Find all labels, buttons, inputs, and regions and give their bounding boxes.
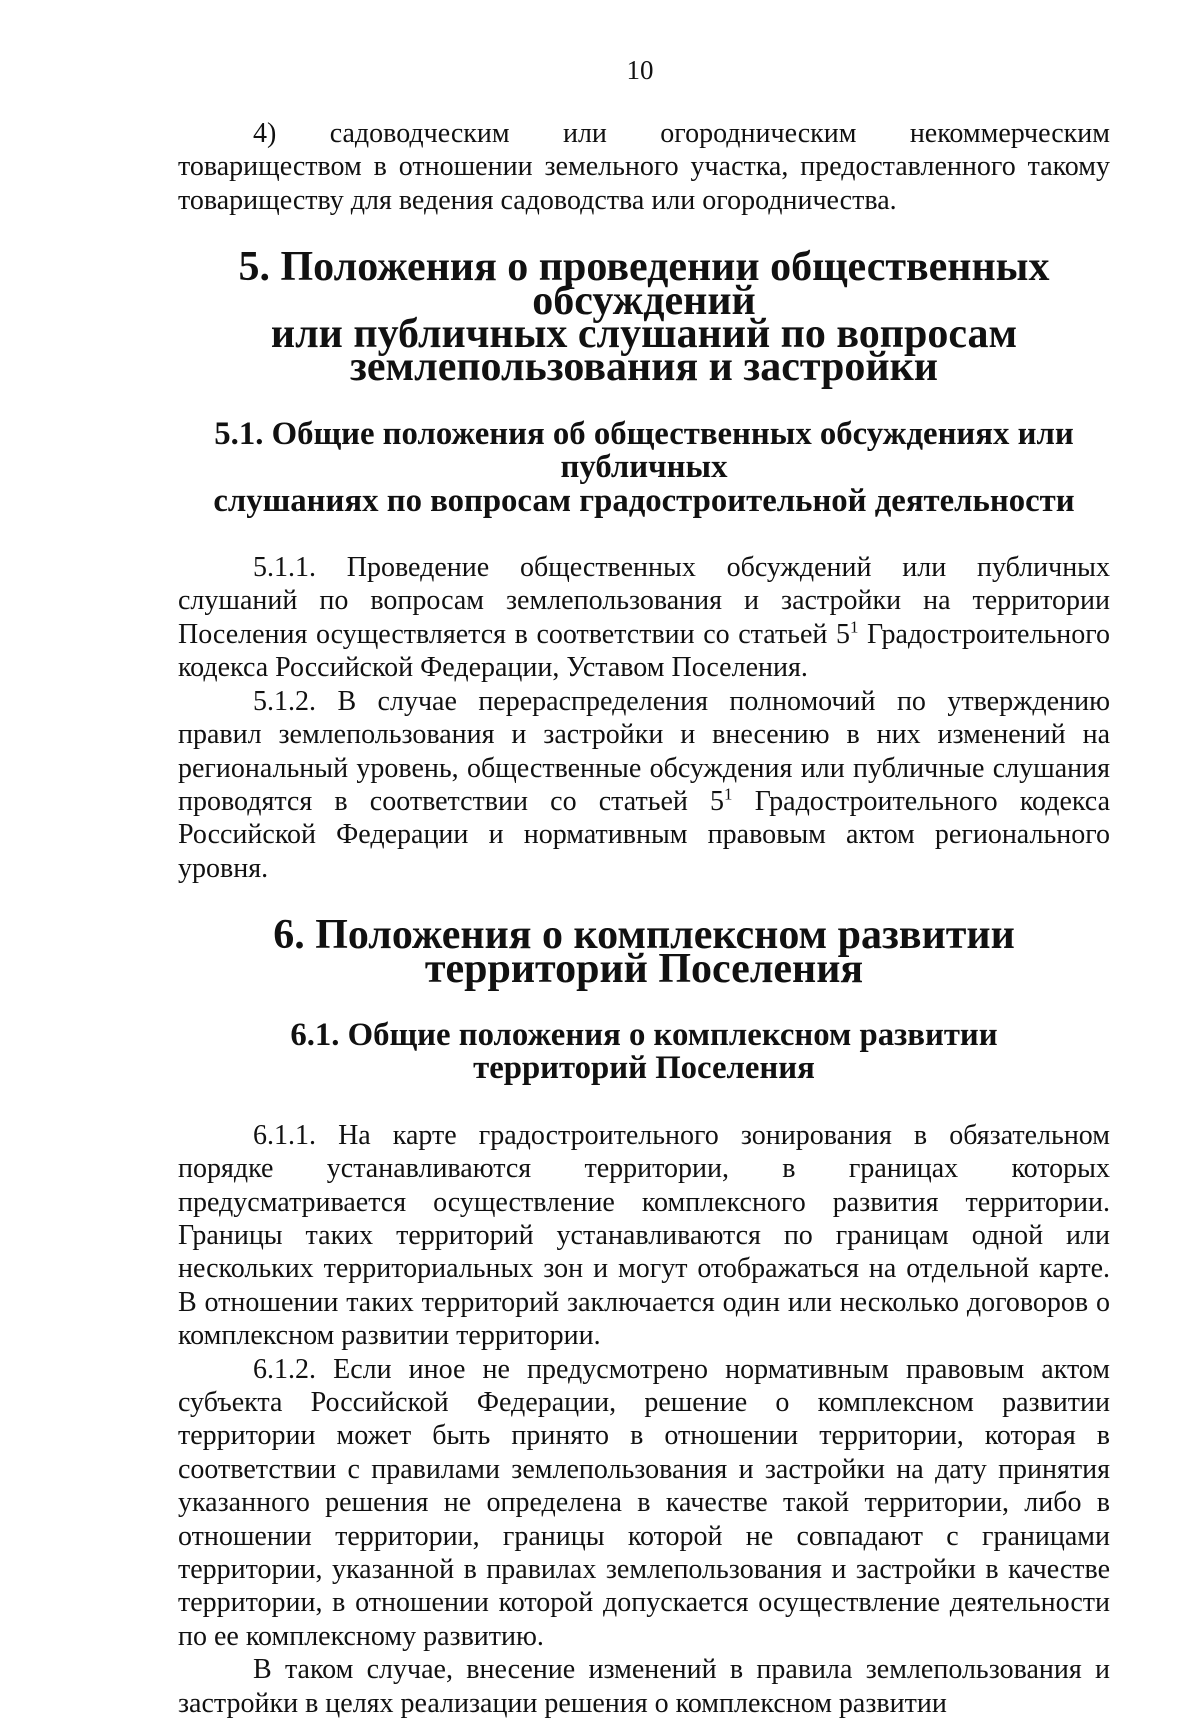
section-5-heading-line-2: или публичных слушаний по вопросам землепользования и застройки (270, 311, 1018, 391)
superscript: 1 (849, 617, 859, 637)
section-6-1-heading-line-2: территорий Поселения (473, 1050, 815, 1087)
paragraph-continuation: В таком случае, внесение изменений в правила землепользования и застройки в целях реализации решения о комплексном развитии (178, 1654, 1110, 1719)
superscript: 1 (724, 784, 733, 804)
paragraph-5-1-1 (178, 551, 1110, 685)
paragraph-5-1-2 (178, 685, 1110, 885)
paragraph-5-1-1-text-end: Градостроительного кодекса Российской Федерации, Уставом Поселения. (178, 618, 1110, 684)
paragraph-5-1-2-text: 5.1.2. В случае перераспределения полномочий по утверждению правил землепользования и застройки и внесению в них изменений на региональный уровень, общественные обсуждения или публичные слушания проводятся в соответствии со статьей 5 (178, 685, 1110, 817)
paragraph-5-1-1-text: 5.1.1. Проведение общественных обсуждений или публичных слушаний по вопросам землепользования и застройки на территории Поселения осуществляется в соответствии со статьей 5 (178, 552, 1110, 650)
section-5-1-heading-line-1: 5.1. Общие положения об общественных обсуждениях или публичных (214, 415, 1074, 486)
document-body (178, 117, 1110, 1720)
paragraph-5-1-2-text-end: Градостроительного кодекса Российской Федерации и нормативным правовым актом регионального уровня. (178, 785, 1110, 884)
section-5-1-heading-line-2: слушаниях по вопросам градостроительной деятельности (213, 482, 1075, 519)
paragraph-6-1-1: 6.1.1. На карте градостроительного зонирования в обязательном порядке устанавливаются территории, в границах которых предусматривается осуществление комплексного развития территории. Границы таких территорий устанавливаются по границам одной или нескольких территориальных зон и могут отображаться на отдельной карте. В отношении таких территорий заключается один или несколько договоров о комплексном развитии территории. (178, 1119, 1110, 1352)
section-6-heading (178, 912, 1110, 992)
section-5-heading (178, 244, 1110, 391)
section-5-heading-line-1: 5. Положения о проведении общественных обсуждений (238, 244, 1050, 324)
paragraph-item-4: 4) садоводческим или огородническим некоммерческим товариществом в отношении земельного участка, предоставленного такому товариществу для ведения садоводства или огородничества. (178, 118, 1110, 216)
section-6-1-heading (178, 1016, 1110, 1087)
section-6-1-heading-line-1: 6.1. Общие положения о комплексном развитии (290, 1016, 998, 1053)
section-5-1-heading (178, 415, 1110, 519)
page-number: 10 (626, 55, 654, 85)
paragraph-6-1-2: 6.1.2. Если иное не предусмотрено нормативным правовым актом субъекта Российской Федерации, решение о комплексном развитии территории может быть принято в отношении территории, которая в соответствии с правилами землепользования и застройки на дату принятия указанного решения не определена в качестве такой территории, либо в отношении территории, границы которой не совпадают с границами территории, указанной в правилах землепользования и застройки в качестве территории, в отношении которой допускается осуществление деятельности по ее комплексному развитию. (178, 1353, 1110, 1652)
section-6-heading-line-1: 6. Положения о комплексном развитии территорий Поселения (273, 912, 1015, 992)
